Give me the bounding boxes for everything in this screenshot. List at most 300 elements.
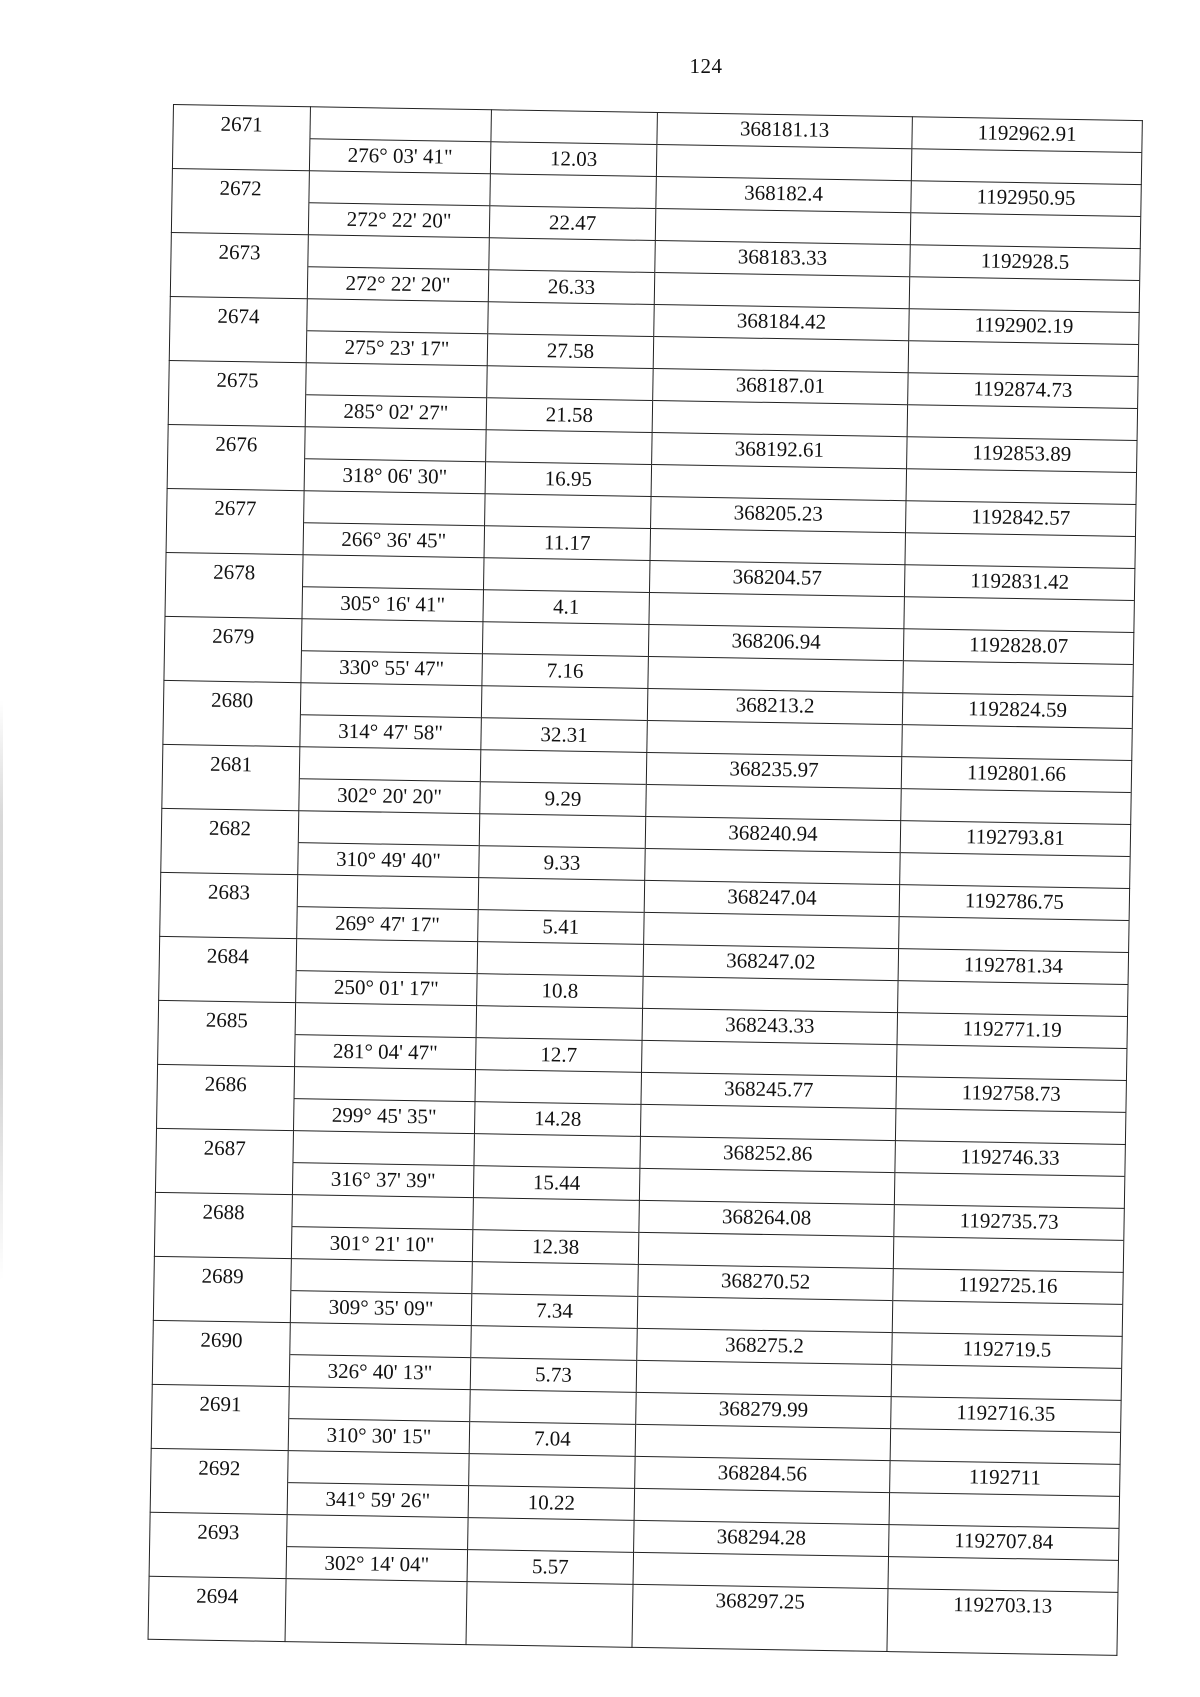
y-coordinate: 1192719.5 [962, 1336, 1052, 1362]
distance-cell [476, 1006, 643, 1073]
bearing-value: 285° 02' 27" [306, 394, 487, 429]
bearing-cell [289, 1323, 471, 1390]
bearing-cell [304, 427, 486, 494]
bearing-cell [293, 1067, 475, 1134]
cell-upper-half [293, 1131, 473, 1165]
cell-upper-half [303, 555, 483, 589]
cell-lower-half [902, 724, 1131, 760]
point-id-cell [162, 744, 300, 810]
cell-upper-half [476, 1070, 641, 1104]
x-coordinate: 368252.86 [722, 1140, 813, 1166]
point-id: 2694 [196, 1583, 239, 1609]
cell-lower-half [905, 532, 1134, 568]
cell-lower-half [637, 1360, 891, 1396]
y-coordinate: 1192874.73 [973, 376, 1073, 402]
y-coordinate-cell [905, 501, 1136, 569]
cell-upper-half [309, 171, 489, 205]
distance-cell [467, 1518, 634, 1585]
x-coordinate-cell [643, 944, 899, 1012]
point-id-cell [161, 808, 299, 874]
bearing-cell [308, 171, 490, 238]
point-id-cell [172, 105, 310, 171]
point-id-cell [163, 680, 301, 746]
y-coordinate-cell [902, 693, 1133, 761]
cell-upper-half [474, 1134, 639, 1168]
x-coordinate: 368270.52 [720, 1268, 811, 1294]
cell-lower-half [653, 400, 907, 436]
x-coordinate: 368182.4 [744, 180, 824, 206]
distance-value: 14.28 [475, 1101, 641, 1136]
y-coordinate-cell [899, 885, 1130, 953]
distance-cell [474, 1070, 641, 1137]
cell-upper-half [310, 107, 490, 141]
cell-lower-half [909, 340, 1138, 376]
bearing-value: 276° 03' 41" [310, 138, 491, 173]
cell-lower-half [651, 528, 905, 564]
bearing-cell [298, 811, 480, 878]
cell-lower-half [891, 1428, 1120, 1464]
y-coordinate: 1192707.84 [954, 1528, 1054, 1554]
cell-lower-half [892, 1364, 1121, 1400]
cell-lower-half [899, 916, 1128, 952]
y-coordinate-cell [911, 117, 1142, 185]
distance-cell [482, 622, 649, 689]
cell-lower-half [911, 212, 1140, 248]
cell-upper-half [470, 1390, 635, 1424]
bearing-value: 302° 14' 04" [287, 1546, 468, 1581]
point-id-cell [154, 1192, 292, 1258]
cell-lower-half [908, 404, 1137, 440]
distance-cell [471, 1262, 638, 1329]
point-id-cell [169, 296, 307, 362]
point-id: 2684 [206, 943, 250, 969]
y-coordinate: 1192703.13 [953, 1592, 1053, 1618]
cell-upper-half [297, 939, 477, 973]
x-coordinate-cell [638, 1200, 894, 1268]
x-coordinate-cell [654, 241, 910, 309]
distance-value: 5.41 [478, 909, 644, 944]
y-coordinate-cell [903, 629, 1134, 697]
cell-lower-half [646, 784, 900, 820]
bearing-value: 299° 45' 35" [294, 1098, 475, 1133]
point-id: 2689 [201, 1263, 244, 1289]
cell-upper-half [478, 942, 643, 976]
distance-cell [481, 686, 648, 753]
x-coordinate-cell [645, 816, 901, 884]
x-coordinate-cell [639, 1136, 895, 1204]
cell-lower-half [647, 720, 901, 756]
cell-lower-half [888, 1556, 1117, 1592]
point-id-cell [148, 1576, 286, 1641]
distance-value: 5.57 [468, 1549, 634, 1584]
bearing-cell [291, 1195, 473, 1262]
distance-cell [470, 1326, 637, 1393]
bearing-cell [296, 939, 478, 1006]
x-coordinate-cell [635, 1392, 891, 1460]
bearing-value: 318° 06' 30" [305, 458, 486, 493]
cell-upper-half [487, 366, 652, 400]
point-id: 2685 [205, 1007, 249, 1033]
cell-upper-half [472, 1262, 637, 1296]
y-coordinate-cell [907, 373, 1138, 441]
cell-upper-half [308, 235, 488, 269]
distance-cell [484, 494, 651, 561]
y-coordinate: 1192758.73 [961, 1080, 1061, 1106]
point-id: 2687 [203, 1135, 246, 1161]
cell-lower-half [645, 848, 899, 884]
bearing-value: 316° 37' 39" [293, 1162, 474, 1197]
point-id-cell [170, 232, 308, 298]
distance-cell [466, 1582, 633, 1648]
bearing-cell [287, 1451, 469, 1518]
y-coordinate: 1192853.89 [972, 440, 1072, 466]
point-id: 2674 [217, 303, 260, 329]
cell-upper-half [480, 814, 645, 848]
point-id: 2692 [198, 1455, 241, 1481]
y-coordinate-cell [890, 1397, 1121, 1465]
cell-upper-half [488, 302, 653, 336]
y-coordinate-cell [896, 1013, 1127, 1081]
distance-value: 7.16 [482, 653, 648, 688]
scan-edge-shadow [0, 700, 3, 1280]
x-coordinate: 368213.2 [735, 692, 815, 718]
distance-cell [488, 238, 655, 305]
bearing-cell [295, 1003, 477, 1070]
x-coordinate: 368181.13 [739, 116, 830, 142]
cell-lower-half [910, 276, 1139, 312]
bearing-cell [300, 683, 482, 750]
cell-upper-half [479, 878, 644, 912]
x-coordinate-cell [656, 113, 912, 181]
distance-value: 10.22 [469, 1485, 635, 1520]
distance-value: 12.03 [491, 141, 657, 176]
cell-upper-half [490, 174, 655, 208]
x-coordinate-cell [650, 496, 906, 564]
x-coordinate-cell [647, 688, 903, 756]
cell-lower-half [652, 464, 906, 500]
bearing-cell [307, 235, 489, 302]
x-coordinate-cell [634, 1456, 890, 1524]
point-id-cell [165, 552, 303, 618]
x-coordinate: 368204.57 [732, 564, 823, 590]
y-coordinate: 1192771.19 [962, 1016, 1062, 1042]
point-id: 2678 [213, 559, 256, 585]
bearing-value: 275° 23' 17" [307, 330, 488, 365]
y-coordinate: 1192716.35 [956, 1400, 1056, 1426]
x-coordinate: 368294.28 [716, 1524, 807, 1550]
cell-upper-half [288, 1451, 468, 1485]
point-id-cell [158, 1000, 296, 1066]
y-coordinate: 1192786.75 [964, 888, 1065, 914]
y-coordinate: 1192801.66 [966, 760, 1067, 786]
bearing-value: 310° 30' 15" [289, 1418, 470, 1453]
distance-cell [486, 366, 653, 433]
cell-lower-half [644, 912, 898, 948]
y-coordinate-cell [895, 1077, 1126, 1145]
cell-upper-half [485, 494, 650, 528]
cell-lower-half [648, 656, 902, 692]
distance-cell [487, 302, 654, 369]
bearing-cell [286, 1515, 468, 1582]
cell-upper-half [305, 427, 485, 461]
distance-value: 7.04 [470, 1421, 636, 1456]
x-coordinate-cell [633, 1520, 889, 1588]
cell-upper-half [298, 875, 478, 909]
x-coordinate: 368247.04 [727, 884, 817, 910]
point-id: 2690 [200, 1327, 243, 1353]
cell-upper-half [477, 1006, 642, 1040]
cell-lower-half [903, 660, 1132, 696]
distance-value: 5.73 [471, 1357, 637, 1392]
x-coordinate-cell [637, 1264, 893, 1332]
y-coordinate-cell [891, 1333, 1122, 1401]
bearing-value: 305° 16' 41" [302, 586, 483, 621]
cell-upper-half [468, 1518, 633, 1552]
point-id: 2675 [216, 367, 259, 393]
cell-upper-half [307, 299, 487, 333]
cell-lower-half [639, 1232, 893, 1268]
y-coordinate: 1192950.95 [976, 184, 1076, 210]
cell-upper-half [299, 811, 479, 845]
point-id-cell [160, 872, 298, 938]
bearing-cell [299, 747, 481, 814]
point-id: 2686 [204, 1071, 247, 1097]
y-coordinate: 1192928.5 [980, 248, 1070, 274]
point-id: 2671 [220, 111, 263, 137]
cell-upper-half [291, 1259, 471, 1293]
cell-lower-half [890, 1492, 1119, 1528]
point-id-cell [168, 360, 306, 426]
cell-upper-half [296, 1003, 476, 1037]
x-coordinate-cell [640, 1072, 896, 1140]
cell-lower-half [635, 1488, 889, 1524]
distance-value: 15.44 [474, 1165, 640, 1200]
cell-upper-half [287, 1515, 467, 1549]
distance-value: 12.7 [476, 1037, 642, 1072]
cell-lower-half [900, 852, 1129, 888]
y-coordinate: 1192842.57 [971, 504, 1071, 530]
distance-value: 4.1 [483, 589, 649, 624]
distance-cell [479, 814, 646, 881]
y-coordinate-cell [898, 949, 1129, 1017]
y-coordinate: 1192828.07 [968, 632, 1069, 658]
distance-value: 32.31 [481, 717, 647, 752]
bearing-cell [292, 1131, 474, 1198]
y-coordinate-cell [892, 1269, 1123, 1337]
point-id-cell [166, 488, 304, 554]
point-id: 2676 [215, 431, 258, 457]
cell-lower-half [898, 980, 1127, 1016]
x-coordinate: 368192.61 [734, 436, 825, 462]
cell-upper-half [304, 491, 484, 525]
distance-cell [477, 942, 644, 1009]
cell-lower-half [643, 976, 897, 1012]
x-coordinate-cell [649, 560, 905, 628]
cell-lower-half [904, 596, 1133, 632]
y-coordinate: 1192746.33 [960, 1144, 1060, 1170]
bearing-cell [303, 491, 485, 558]
distance-value: 9.33 [479, 845, 645, 880]
distance-value: 21.58 [487, 397, 653, 432]
x-coordinate-cell [652, 368, 908, 436]
distance-cell [485, 430, 652, 497]
point-id: 2682 [208, 815, 252, 841]
x-coordinate-cell [651, 432, 907, 500]
x-coordinate: 368243.33 [724, 1012, 815, 1038]
x-coordinate: 368247.02 [726, 948, 816, 974]
distance-value: 10.8 [477, 973, 643, 1008]
distance-value: 22.47 [490, 205, 656, 240]
cell-upper-half [300, 747, 480, 781]
distance-cell [480, 750, 647, 817]
y-coordinate-cell [887, 1589, 1118, 1656]
distance-cell [469, 1390, 636, 1457]
y-coordinate-cell [900, 821, 1131, 889]
x-coordinate: 368187.01 [735, 372, 826, 398]
bearing-cell [290, 1259, 472, 1326]
y-coordinate-cell [894, 1141, 1125, 1209]
x-coordinate: 368275.2 [724, 1332, 805, 1358]
cell-upper-half [473, 1198, 638, 1232]
y-coordinate-cell [893, 1205, 1124, 1273]
cell-upper-half [289, 1387, 469, 1421]
cell-lower-half [897, 1044, 1126, 1080]
cell-lower-half [638, 1296, 892, 1332]
bearing-cell [297, 875, 479, 942]
cell-lower-half [657, 144, 911, 180]
bearing-value: 250° 01' 17" [296, 970, 477, 1005]
distance-value: 7.34 [472, 1293, 638, 1328]
bearing-cell [306, 299, 488, 366]
cell-upper-half [491, 110, 656, 144]
cell-lower-half [641, 1104, 895, 1140]
cell-lower-half [640, 1168, 894, 1204]
x-coordinate-cell [646, 752, 902, 820]
x-coordinate: 368279.99 [718, 1396, 809, 1422]
bearing-value: 314° 47' 58" [300, 714, 481, 749]
distance-cell [472, 1198, 639, 1265]
y-coordinate-cell [888, 1525, 1119, 1593]
y-coordinate: 1192793.81 [965, 824, 1066, 850]
point-id-cell [152, 1320, 290, 1386]
bearing-value: 309° 35' 09" [291, 1290, 472, 1325]
point-id-cell [155, 1128, 293, 1194]
bearing-cell [301, 619, 483, 686]
cell-upper-half [295, 1067, 475, 1101]
cell-lower-half [896, 1108, 1125, 1144]
cell-upper-half [290, 1323, 470, 1357]
cell-upper-half [286, 1579, 467, 1644]
y-coordinate-cell [910, 181, 1141, 249]
point-id-cell [150, 1448, 288, 1514]
distance-cell [473, 1134, 640, 1201]
point-id-cell [164, 616, 302, 682]
bearing-value: 272° 22' 20" [308, 266, 489, 301]
cell-upper-half [483, 622, 648, 656]
cell-upper-half [467, 1582, 633, 1647]
y-coordinate: 1192962.91 [977, 120, 1077, 146]
coordinate-table-body [148, 105, 1142, 1656]
cell-lower-half [636, 1424, 890, 1460]
y-coordinate-cell [901, 757, 1132, 825]
distance-cell [483, 558, 650, 625]
bearing-value: 301° 21' 10" [292, 1226, 473, 1261]
bearing-value: 272° 22' 20" [309, 202, 490, 237]
cell-upper-half [481, 750, 646, 784]
y-coordinate-cell [906, 437, 1137, 505]
point-id: 2673 [218, 239, 261, 265]
y-coordinate: 1192902.19 [974, 312, 1074, 338]
x-coordinate: 368206.94 [731, 628, 821, 654]
bearing-value: 281° 04' 47" [295, 1034, 476, 1069]
x-coordinate-cell [644, 880, 900, 948]
point-id: 2683 [207, 879, 251, 905]
x-coordinate: 368205.23 [733, 500, 824, 526]
y-coordinate-cell [889, 1461, 1120, 1529]
point-id: 2680 [210, 687, 254, 713]
coordinate-table-wrapper [148, 104, 1142, 1656]
x-coordinate-cell [655, 177, 911, 245]
cell-lower-half [907, 468, 1136, 504]
cell-upper-half [306, 363, 486, 397]
bearing-value: 310° 49' 40" [298, 842, 479, 877]
cell-upper-half [292, 1195, 472, 1229]
cell-lower-half [654, 336, 908, 372]
point-id-cell [171, 168, 309, 234]
cell-upper-half [302, 619, 482, 653]
cell-lower-half [895, 1172, 1124, 1208]
cell-lower-half [634, 1552, 888, 1588]
cell-upper-half [471, 1326, 636, 1360]
x-coordinate: 368184.42 [736, 308, 827, 334]
distance-value: 16.95 [486, 461, 652, 496]
bearing-value: 302° 20' 20" [299, 778, 480, 813]
bearing-value: 330° 55' 47" [301, 650, 482, 685]
y-coordinate: 1192711 [968, 1464, 1042, 1490]
bearing-cell [288, 1387, 470, 1454]
point-id: 2677 [214, 495, 257, 521]
coordinate-table [148, 104, 1143, 1656]
point-id: 2691 [199, 1391, 242, 1417]
y-coordinate: 1192725.16 [958, 1272, 1058, 1298]
cell-upper-half [484, 558, 649, 592]
bearing-value: 266° 36' 45" [304, 522, 485, 557]
bearing-value: 341° 59' 26" [288, 1482, 469, 1517]
point-id: 2688 [202, 1199, 245, 1225]
x-coordinate: 368264.08 [721, 1204, 812, 1230]
distance-cell [468, 1454, 635, 1521]
point-id: 2681 [209, 751, 253, 777]
point-id-cell [167, 424, 305, 490]
point-id-cell [157, 1064, 295, 1130]
bearing-cell [302, 555, 484, 622]
point-id-cell [153, 1256, 291, 1322]
point-id: 2672 [219, 175, 262, 201]
bearing-value: 326° 40' 13" [290, 1354, 471, 1389]
point-id-cell [149, 1512, 287, 1578]
cell-lower-half [901, 788, 1130, 824]
x-coordinate-cell [636, 1328, 892, 1396]
x-coordinate: 368235.97 [729, 756, 819, 782]
x-coordinate: 368245.77 [723, 1076, 814, 1102]
bearing-value: 269° 47' 17" [297, 906, 478, 941]
cell-upper-half [301, 683, 481, 717]
distance-value: 9.29 [480, 781, 646, 816]
cell-upper-half [469, 1454, 634, 1488]
y-coordinate: 1192781.34 [963, 952, 1064, 978]
x-coordinate: 368240.94 [728, 820, 818, 846]
cell-upper-half [489, 238, 654, 272]
